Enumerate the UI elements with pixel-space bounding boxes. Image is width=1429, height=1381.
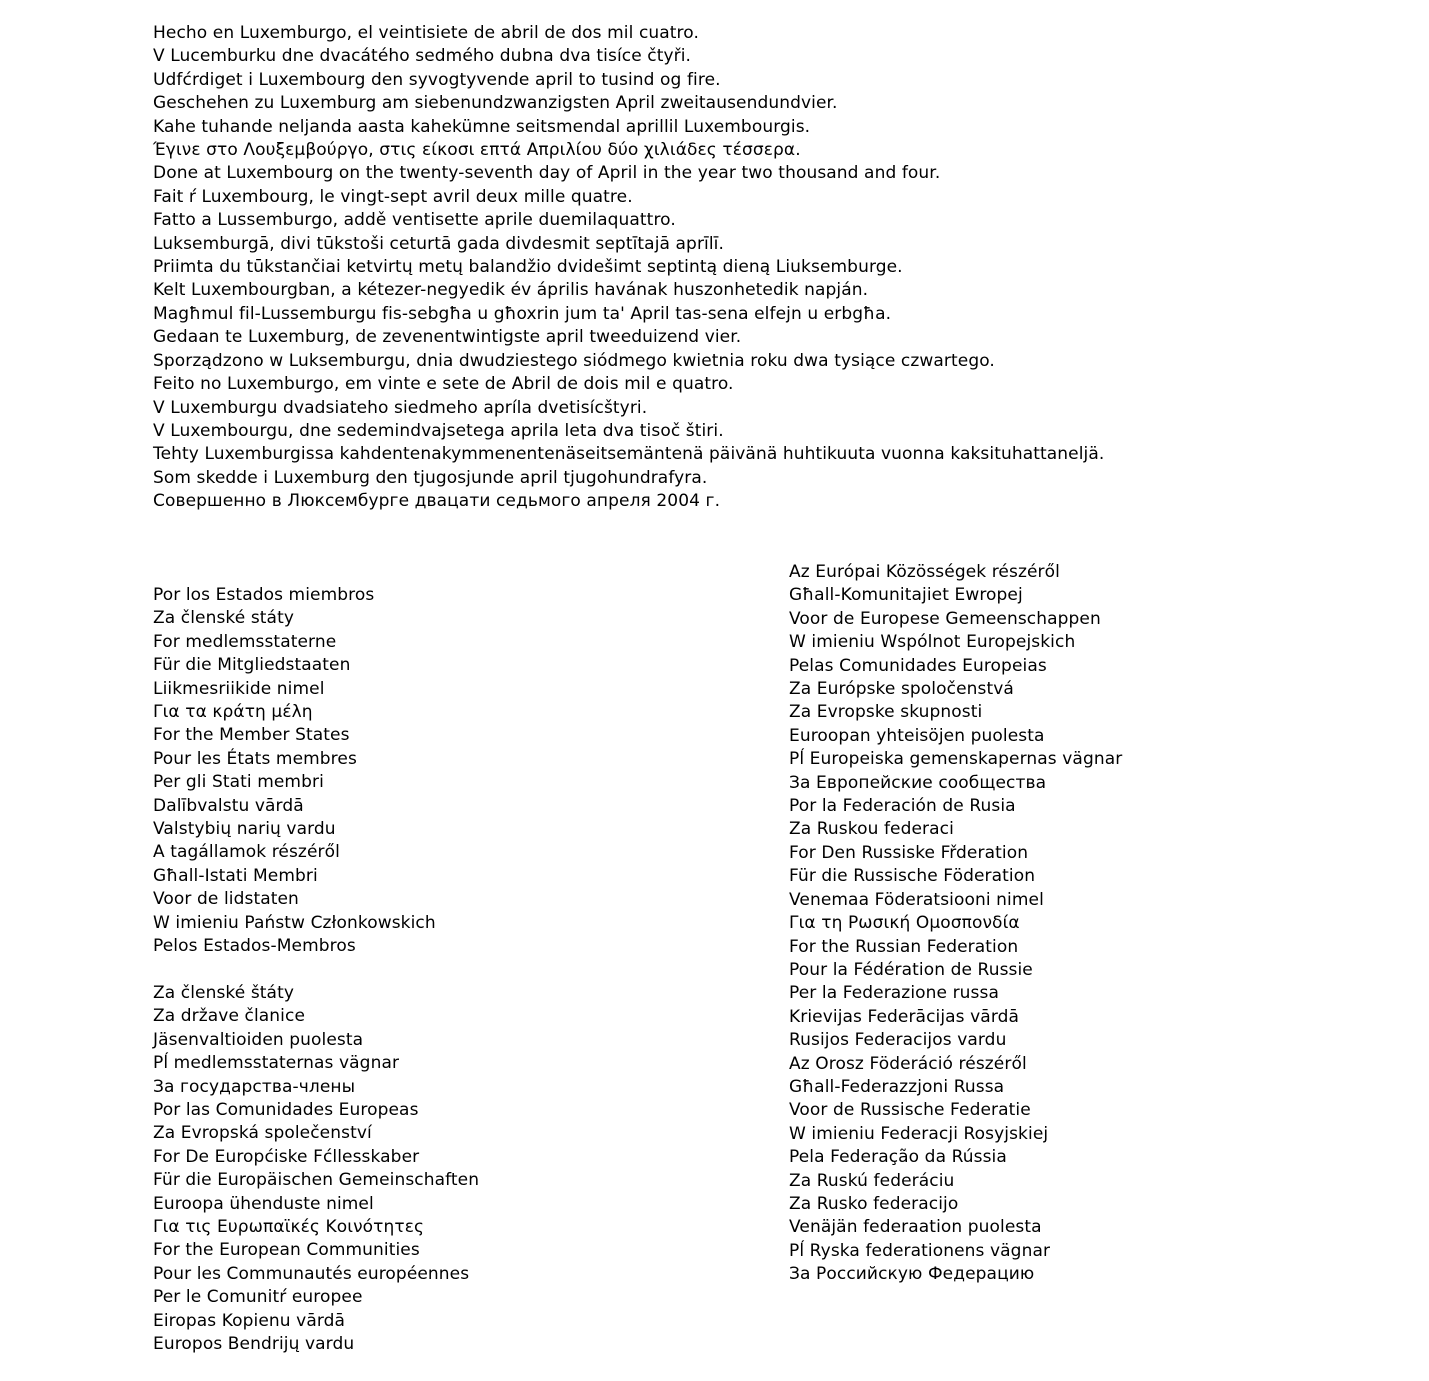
signatory-line: Valstybių narių vardu bbox=[153, 819, 336, 840]
signatory-line: Euroopan yhteisöjen puolesta bbox=[789, 725, 1045, 746]
closing-line-sv: Som skedde i Luxemburg den tjugosjunde april tjugohundrafyra. bbox=[153, 467, 708, 488]
closing-formula bbox=[153, 22, 1333, 514]
closing-line-ru: Совершенно в Люксембурге двацати седьмого апреля 2004 г. bbox=[153, 491, 721, 512]
closing-line-lv: Luksemburgā, divi tūkstoši ceturtā gada divdesmit septītajā aprīlī. bbox=[153, 233, 725, 254]
signatory-line: Voor de Europese Gemeenschappen bbox=[789, 608, 1101, 629]
signatory-line: Għall-Istati Membri bbox=[153, 865, 318, 886]
closing-line-sk: V Luxemburgu dvadsiateho siedmeho apríla dvetisícštyri. bbox=[153, 397, 648, 418]
signatory-line: Pelos Estados-Membros bbox=[153, 936, 356, 957]
signatory-line: Za Európske spoločenstvá bbox=[789, 679, 1014, 700]
closing-line-en: Done at Luxembourg on the twenty-seventh day of April in the year two thousand and four. bbox=[153, 163, 941, 184]
signatory-line: Per gli Stati membri bbox=[153, 772, 324, 793]
member-states-signature-block bbox=[153, 584, 753, 959]
signatories-left-column bbox=[153, 584, 753, 1356]
signatory-line: Por los Estados miembros bbox=[153, 585, 375, 605]
signatory-line: Για τα κράτη μέλη bbox=[153, 702, 313, 723]
signatory-line: For the Russian Federation bbox=[789, 936, 1019, 957]
signatory-line: W imieniu Federacji Rosyjskiej bbox=[789, 1123, 1049, 1144]
closing-line-hu: Kelt Luxembourgban, a kétezer-negyedik év április havának huszonhetedik napján. bbox=[153, 280, 869, 301]
signatory-line: For medlemsstaterne bbox=[153, 631, 337, 652]
signatory-line: Za Evropske skupnosti bbox=[789, 702, 983, 723]
closing-line-pl: Sporządzono w Luksemburgu, dnia dwudziestego siódmego kwietnia roku dwa tysiące czwartego. bbox=[153, 350, 995, 371]
closing-line-lt: Priimta du tūkstančiai ketvirtų metų balandžio dvidešimt septintą dieną Liuksemburge. bbox=[153, 257, 903, 278]
signatory-line: For Den Russiske Fřderation bbox=[789, 842, 1029, 863]
closing-line-sl: V Luxembourgu, dne sedemindvajsetega aprila leta dva tisoč štiri. bbox=[153, 420, 724, 441]
signatory-line: Για τις Ευρωπαϊκές Κοινότητες bbox=[153, 1216, 425, 1237]
signatory-line: Za členské státy bbox=[153, 608, 294, 629]
signatory-line: Az Európai Közösségek részéről bbox=[789, 562, 1060, 582]
signatory-line: Venäjän federaation puolesta bbox=[789, 1217, 1042, 1238]
signatory-line: Rusijos Federacijos vardu bbox=[789, 1030, 1007, 1051]
signatories-right-column bbox=[789, 561, 1389, 1287]
signatory-line: Eiropas Kopienu vārdā bbox=[153, 1310, 346, 1331]
signatory-line: Za Rusko federacijo bbox=[789, 1193, 959, 1214]
signatory-line: Pour les Communautés européennes bbox=[153, 1263, 470, 1284]
signatory-line: Pela Federação da Rússia bbox=[789, 1147, 1007, 1168]
signatory-line: Pour les États membres bbox=[153, 748, 357, 769]
signatory-line: W imieniu Państw Członkowskich bbox=[153, 912, 436, 933]
closing-line-mt: Magħmul fil-Lussemburgu fis-sebgħa u għoxrin jum ta' April tas-sena elfejn u erbgħa. bbox=[153, 303, 892, 324]
signatory-line: Por la Federación de Rusia bbox=[789, 796, 1016, 817]
block-spacer bbox=[153, 959, 753, 982]
signatory-line: Za Ruskou federaci bbox=[789, 819, 954, 840]
signatory-line: Pĺ Europeiska gemenskapernas vägnar bbox=[789, 749, 1123, 770]
closing-line-fr: Fait ŕ Luxembourg, le vingt-sept avril deux mille quatre. bbox=[153, 186, 633, 207]
signatory-line: Für die Mitgliedstaaten bbox=[153, 655, 351, 676]
member-states-communities-signature-block bbox=[153, 982, 753, 1357]
signatory-line: Za Ruskú federáciu bbox=[789, 1170, 955, 1191]
closing-line-nl: Gedaan te Luxemburg, de zevenentwintigste april tweeduizend vier. bbox=[153, 327, 742, 348]
signatory-line: Za države članice bbox=[153, 1006, 306, 1027]
closing-line-es: Hecho en Luxemburgo, el veintisiete de abril de dos mil cuatro. bbox=[153, 23, 699, 43]
signatory-line: Per le Comunitŕ europee bbox=[153, 1287, 363, 1308]
signatory-line: Dalībvalstu vārdā bbox=[153, 795, 304, 816]
signatory-line: Für die Russische Föderation bbox=[789, 866, 1036, 887]
signatory-line: Liikmesriikide nimel bbox=[153, 678, 325, 699]
signatory-line: Pĺ medlemsstaternas vägnar bbox=[153, 1053, 400, 1074]
signatory-line: За Европейские сообщества bbox=[789, 772, 1047, 793]
signatory-line: Krievijas Federācijas vārdā bbox=[789, 1006, 1020, 1027]
signatory-line: За Российскую Федерацию bbox=[789, 1264, 1035, 1285]
signatory-line: Voor de lidstaten bbox=[153, 889, 299, 910]
signatory-line: Venemaa Föderatsiooni nimel bbox=[789, 889, 1044, 910]
signatory-line: Por las Comunidades Europeas bbox=[153, 1099, 419, 1120]
closing-line-el: Έγινε στο Λουξεμβούργο, στις είκοσι επτά Απριλίου δύο χιλιάδες τέσσερα. bbox=[153, 140, 801, 161]
closing-line-de: Geschehen zu Luxemburg am siebenundzwanzigsten April zweitausendundvier. bbox=[153, 93, 838, 114]
signatory-line: Voor de Russische Federatie bbox=[789, 1100, 1031, 1121]
closing-line-it: Fatto a Lussemburgo, addě ventisette aprile duemilaquattro. bbox=[153, 210, 676, 231]
closing-line-fi: Tehty Luxemburgissa kahdentenakymmenentenäseitsemäntenä päivänä huhtikuuta vuonna kaksituhattaneljä. bbox=[153, 444, 1105, 465]
signatory-line: Za Evropská společenství bbox=[153, 1123, 372, 1144]
signatory-line: Pelas Comunidades Europeias bbox=[789, 655, 1047, 676]
signatory-line: За государства-члены bbox=[153, 1076, 356, 1097]
signatory-line: For De Europćiske Fćllesskaber bbox=[153, 1146, 420, 1167]
signatory-line: Pĺ Ryska federationens vägnar bbox=[789, 1240, 1051, 1261]
signatory-line: Za členské štáty bbox=[153, 982, 294, 1003]
signatory-line: Pour la Fédération de Russie bbox=[789, 959, 1033, 980]
signatory-line: Für die Europäischen Gemeinschaften bbox=[153, 1170, 480, 1191]
signatory-line: Az Orosz Föderáció részéről bbox=[789, 1053, 1027, 1074]
signatory-line: A tagállamok részéről bbox=[153, 842, 340, 863]
signatory-line: W imieniu Wspólnot Europejskich bbox=[789, 632, 1076, 653]
signatory-line: Għall-Komunitajiet Ewropej bbox=[789, 585, 1023, 606]
closing-line-et: Kahe tuhande neljanda aasta kahekümne seitsmendal aprillil Luxembourgis. bbox=[153, 116, 811, 137]
signatory-line: Για τη Ρωσική Ομοσπονδία bbox=[789, 913, 1020, 934]
signatory-line: Għall-Federazzjoni Russa bbox=[789, 1076, 1005, 1097]
closing-line-da: Udfćrdiget i Luxembourg den syvogtyvende april to tusind og fire. bbox=[153, 69, 721, 90]
signatory-line: For the Member States bbox=[153, 725, 350, 746]
signatory-line: For the European Communities bbox=[153, 1240, 420, 1261]
signatory-line: Europos Bendrijų vardu bbox=[153, 1333, 355, 1354]
closing-line-cs: V Lucemburku dne dvacátého sedmého dubna dva tisíce čtyři. bbox=[153, 46, 692, 67]
signatory-line: Jäsenvaltioiden puolesta bbox=[153, 1029, 364, 1050]
closing-line-pt: Feito no Luxemburgo, em vinte e sete de Abril de dois mil e quatro. bbox=[153, 374, 734, 395]
signatory-line: Per la Federazione russa bbox=[789, 983, 999, 1004]
signatory-line: Euroopa ühenduste nimel bbox=[153, 1193, 374, 1214]
